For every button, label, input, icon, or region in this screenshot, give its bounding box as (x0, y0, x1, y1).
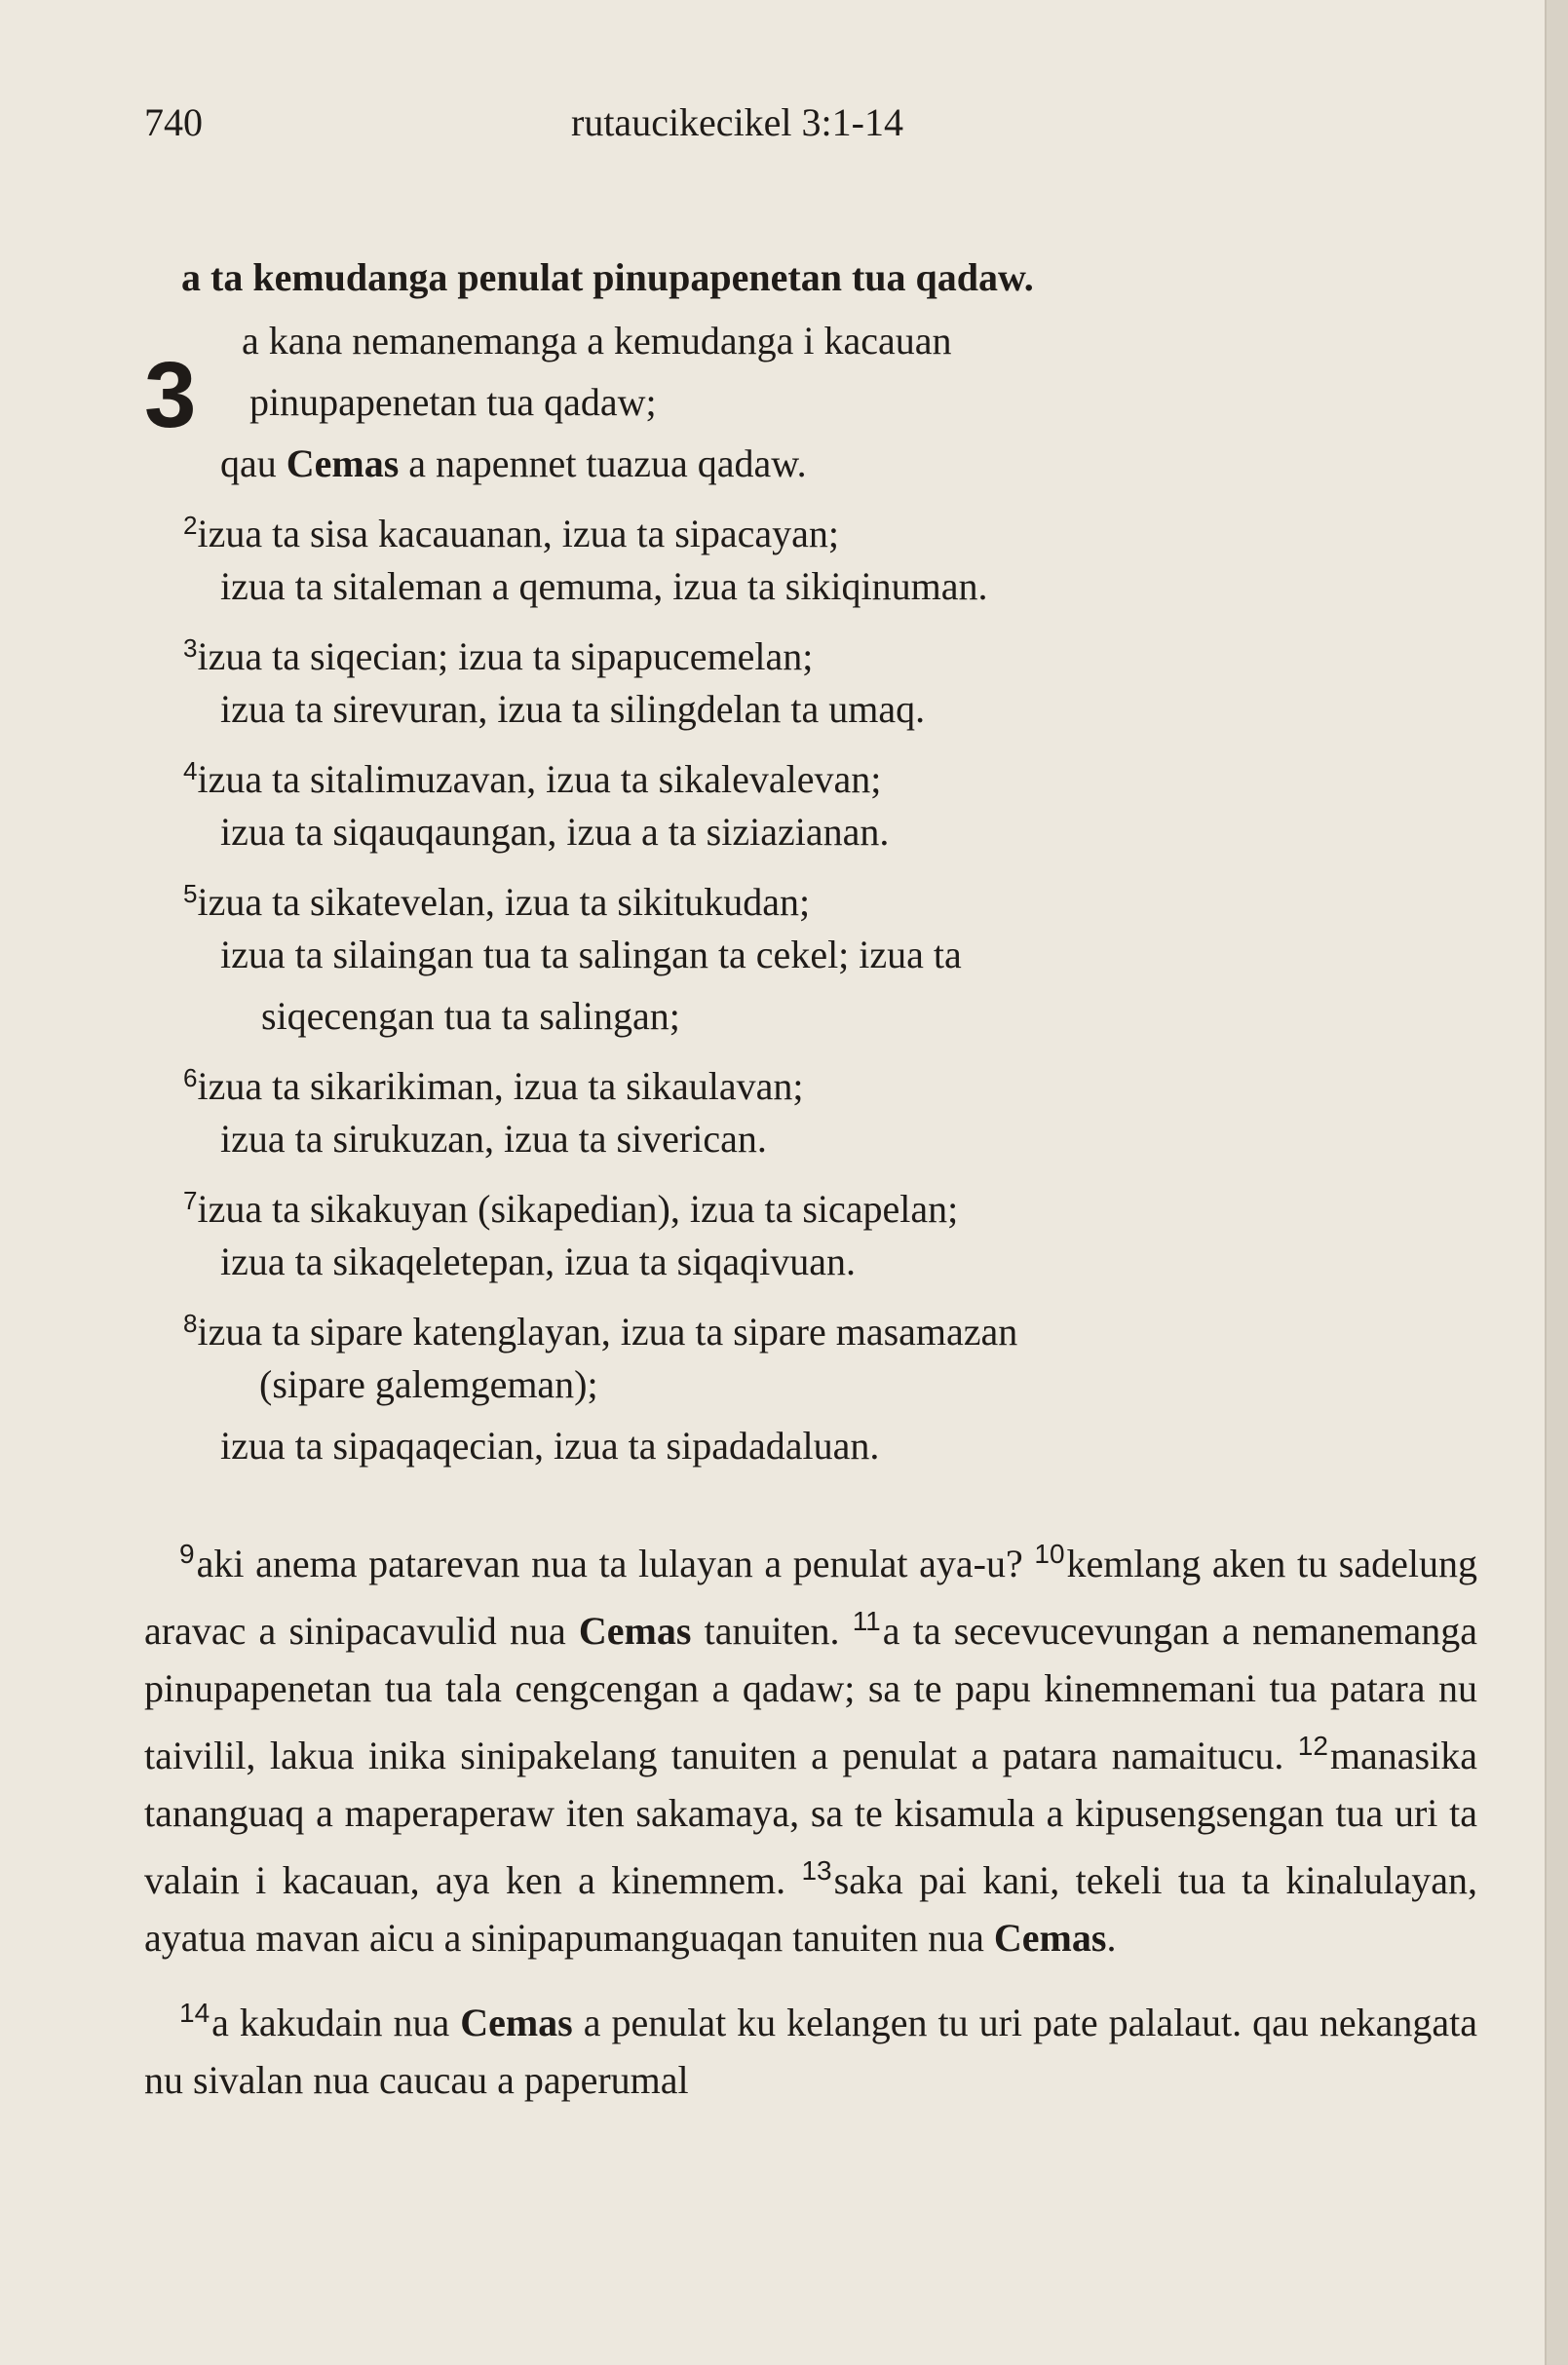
verse-text: manasika tananguaq a maperaperaw iten sakamaya, sa te kisamula a kipusengsengan tua uri ta valain i kacauan, aya ken a kinemnem. (144, 1734, 1477, 1902)
verse-text: izua ta sikarikiman, izua ta sikaulavan; (197, 1064, 804, 1108)
page-number: 740 (144, 100, 203, 144)
page-edge (1545, 0, 1568, 2365)
verse-text: a napennet tuazua qadaw. (399, 441, 807, 485)
verse-line: izua ta sirukuzan, izua ta siverican. (220, 1117, 767, 1161)
verse-line: izua ta sitaleman a qemuma, izua ta sikiqinuman. (220, 564, 988, 608)
verse-text: izua ta sipare katenglayan, izua ta sipare masamazan (197, 1310, 1018, 1354)
verse-text: kemlang aken tu sadelung aravac a sinipacavulid nua (144, 1542, 1477, 1653)
verse-line: pinupapenetan tua qadaw; (249, 380, 657, 424)
verse-text: izua ta sikatevelan, izua ta sikitukudan; (197, 880, 811, 924)
verse-text: tanuiten. (691, 1609, 853, 1653)
verse-text: izua ta sitalimuzavan, izua ta sikalevalevan; (197, 757, 882, 801)
chapter-number: 3 (144, 343, 197, 447)
verse-line (183, 501, 839, 558)
verse-line (220, 439, 807, 488)
verse-line: a kana nemanemanga a kemudanga i kacauan (242, 319, 952, 362)
verse-text: izua ta sisa kacauanan, izua ta sipacayan; (197, 512, 840, 555)
verse-number: 4 (183, 756, 198, 785)
verse-text: aki anema patarevan nua ta lulayan a penulat aya-u? (196, 1542, 1035, 1585)
verse-number: 10 (1034, 1539, 1065, 1569)
verse-text: saka pai kani, tekeli tua ta kinalulayan, ayatua mavan aicu a sinipapumanguaqan tanuiten nua (144, 1858, 1477, 1960)
divine-name: Cemas (286, 441, 400, 485)
verse-line: izua ta siqauqaungan, izua a ta siziazianan. (220, 810, 890, 854)
verse-line (183, 1176, 958, 1234)
verse-number: 9 (179, 1539, 195, 1569)
page-header (144, 99, 1489, 158)
verse-text: a penulat ku kelangen tu uri pate palalaut. qau nekangata nu sivalan nua caucau a paperumal (144, 2001, 1478, 2102)
verse-number: 11 (852, 1606, 881, 1636)
verse-text: izua ta siqecian; izua ta sipapucemelan; (197, 634, 814, 678)
prose-paragraph (144, 1984, 1477, 2109)
prose-paragraph (144, 1525, 1477, 1966)
verse-number: 12 (1297, 1731, 1328, 1761)
verse-line (183, 1053, 803, 1111)
verse-text: izua ta sikakuyan (sikapedian), izua ta sicapelan; (197, 1187, 959, 1231)
verse-line (183, 624, 813, 681)
verse-line: izua ta sikaqeletepan, izua ta siqaqivuan. (220, 1240, 856, 1283)
verse-line: (sipare galemgeman); (259, 1362, 598, 1406)
section-heading: a ta kemudanga penulat pinupapenetan tua qadaw. (181, 255, 1034, 299)
verse-text: a ta secevucevungan a nemanemanga pinupapenetan tua tala cengcengan a qadaw; sa te papu kinemnemani tua patara nu taivilil, lakua inika sinipakelang tanuiten a penulat a patara namaitucu. (144, 1609, 1478, 1777)
verse-number: 14 (179, 1998, 210, 2028)
verse-line: izua ta sirevuran, izua ta silingdelan ta umaq. (220, 687, 926, 731)
verse-text: a kakudain nua (211, 2001, 461, 2044)
verse-line: siqecengan tua ta salingan; (261, 994, 680, 1038)
verse-line: izua ta silaingan tua ta salingan ta cekel; izua ta (220, 933, 962, 976)
verse-line: izua ta sipaqaqecian, izua ta sipadadaluan. (220, 1424, 880, 1468)
verse-text: . (1106, 1916, 1117, 1960)
verse-number: 13 (801, 1855, 832, 1886)
verse-number: 6 (183, 1063, 198, 1092)
running-head: rutaucikecikel 3:1-14 (571, 100, 903, 144)
divine-name: Cemas (460, 2001, 573, 2044)
verse-number: 5 (183, 879, 198, 908)
verse-text: qau (220, 441, 287, 485)
divine-name: Cemas (993, 1916, 1107, 1960)
prose-section (144, 1525, 1477, 2109)
verse-number: 3 (183, 633, 198, 663)
verse-number: 8 (183, 1309, 198, 1338)
verse-line (183, 746, 881, 804)
verse-number: 7 (183, 1186, 198, 1215)
verse-number: 2 (183, 511, 198, 540)
poem-section (144, 253, 1489, 1471)
verse-line (183, 1299, 1017, 1356)
divine-name: Cemas (578, 1609, 692, 1653)
verse-line (183, 869, 810, 927)
